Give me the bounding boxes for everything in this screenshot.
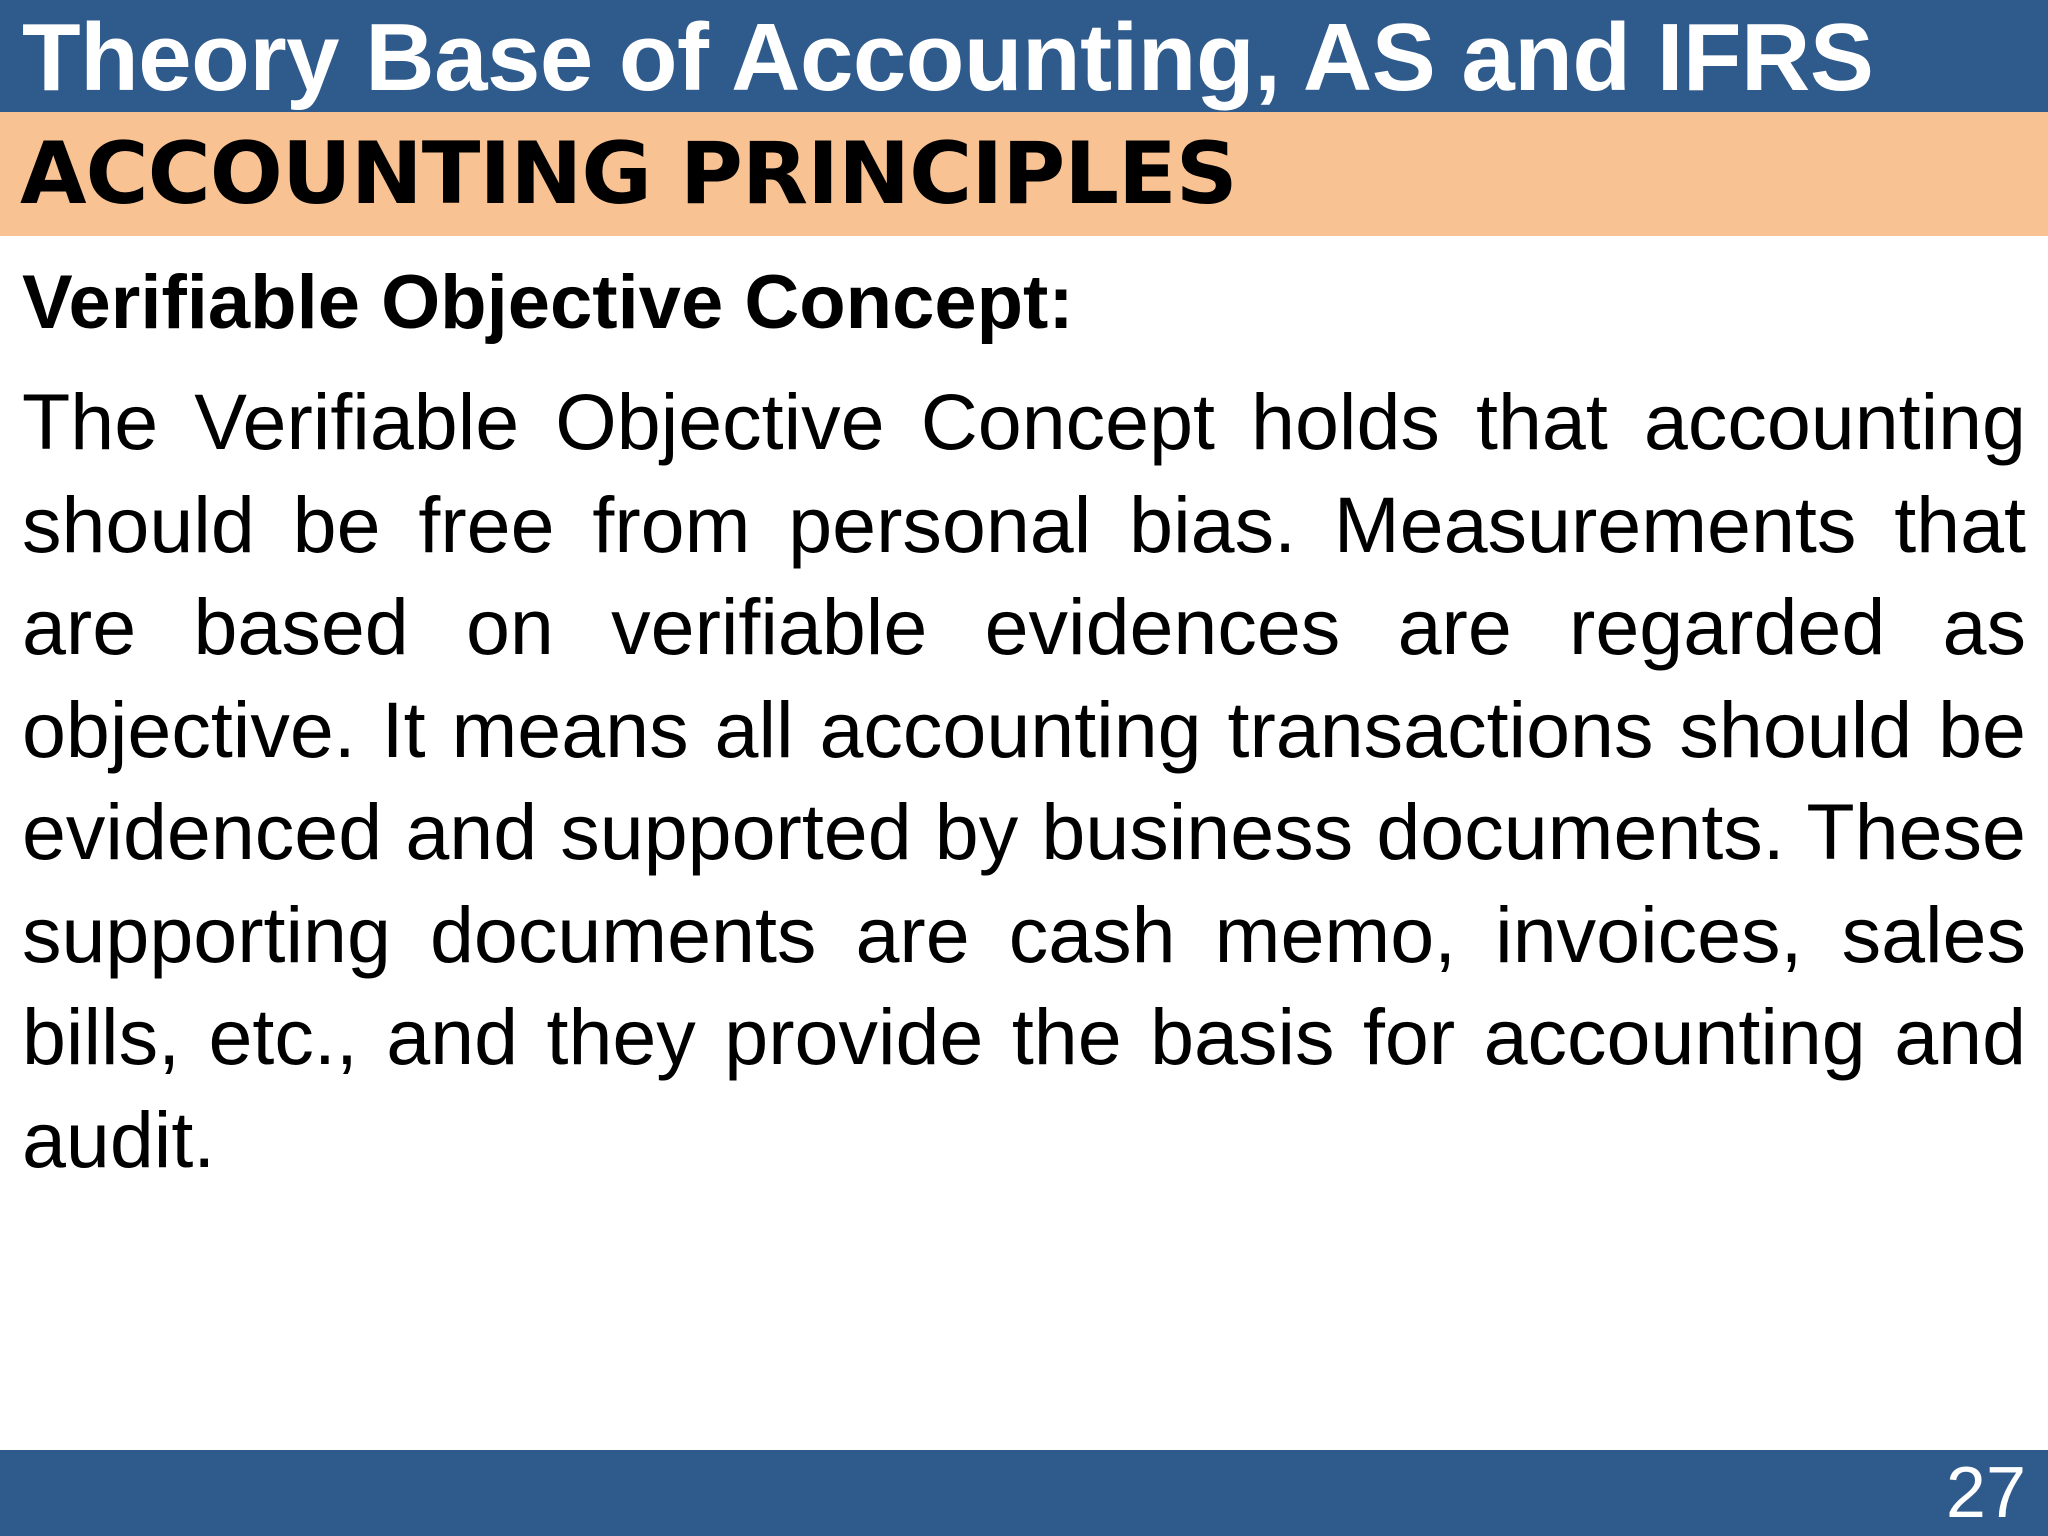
- subtitle-bar: [0, 112, 2048, 236]
- body-paragraph: The Verifiable Objective Concept holds that accounting should be free from personal bias. Measurements that are based on verifiable evidences are regarded as objective. It means all accounting transactions should be evidenced and supported by business documents. These supporting documents are cash memo, invoices, sales bills, etc., and they provide the basis for accounting and audit.: [22, 377, 2026, 1184]
- section-heading: Verifiable Objective Concept:: [22, 260, 1074, 345]
- page-number: 27: [1945, 1453, 2026, 1533]
- slide-subtitle: ACCOUNTING PRINCIPLES: [20, 124, 1237, 224]
- slide-title: Theory Base of Accounting, AS and IFRS: [22, 4, 1874, 111]
- title-bar: [0, 0, 2048, 112]
- footer-bar: [0, 1450, 2048, 1536]
